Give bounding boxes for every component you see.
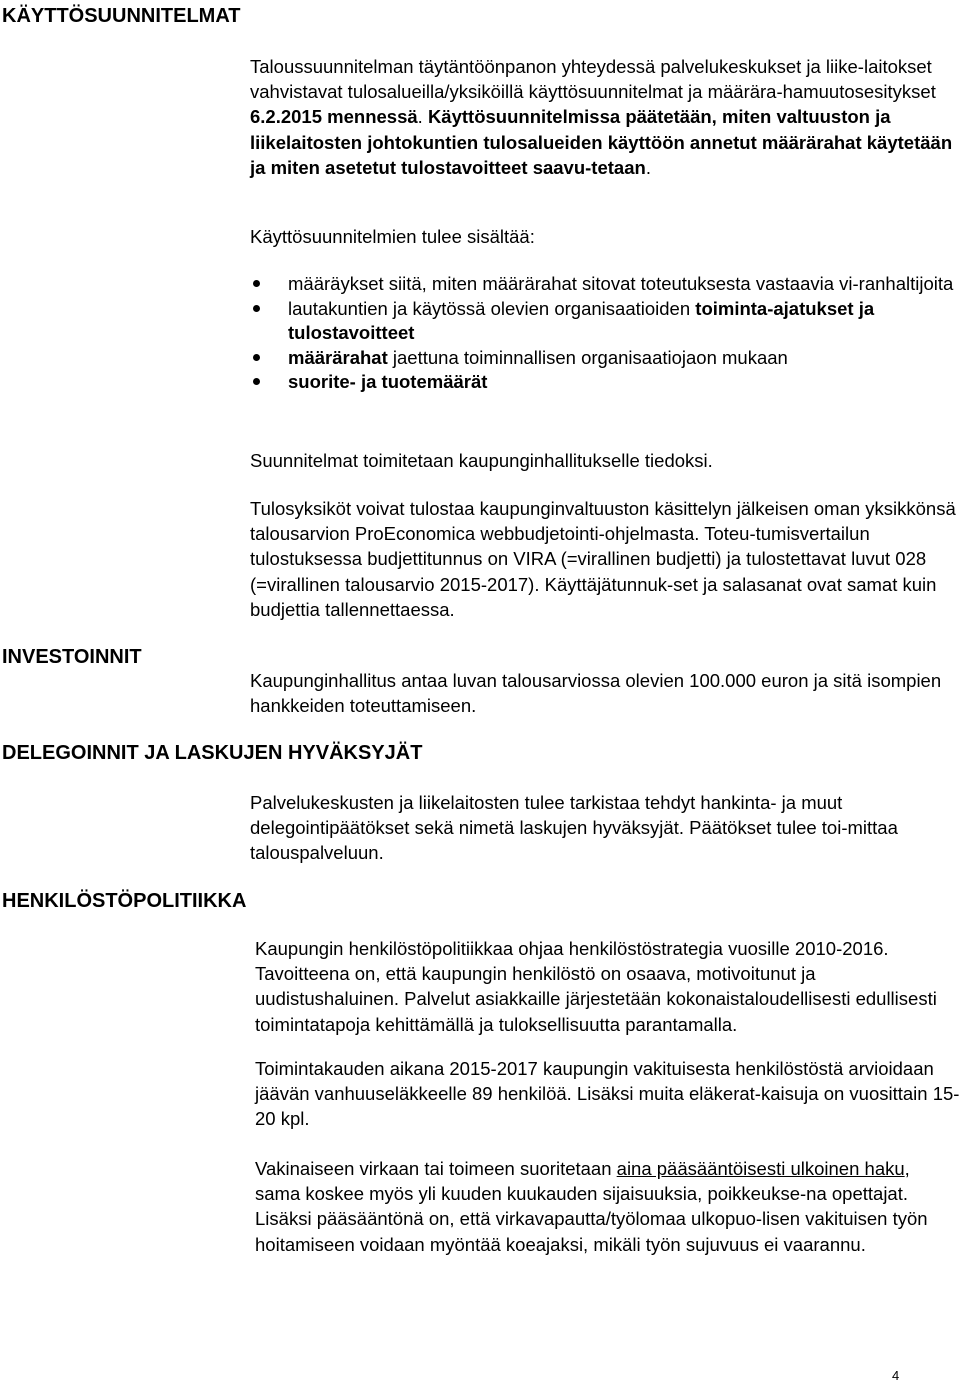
requirements-list (250, 272, 960, 395)
heading-henkilostopolitiikka: HENKILÖSTÖPOLITIIKKA (2, 890, 247, 912)
heading-investoinnit: INVESTOINNIT (2, 646, 142, 668)
para3-before: Vakinaiseen virkaan tai toimeen suoritetaan (255, 1158, 617, 1179)
bullet-icon (253, 378, 260, 385)
heading-kayttosuunnitelmat: KÄYTTÖSUUNNITELMAT (2, 5, 241, 27)
list-item (250, 272, 960, 297)
intro-plain: Taloussuunnitelman täytäntöönpanon yhteydessä palvelukeskukset ja liike-laitokset vahvistavat tulosalueilla/yksiköillä käyttösuunnitelmat ja määrära-hamuutosesitykset (250, 56, 936, 103)
intro-paragraph (250, 54, 960, 180)
heading-delegoinnit: DELEGOINNIT JA LASKUJEN HYVÄKSYJÄT (2, 742, 423, 764)
list-item-bold: määrärahat (288, 346, 388, 368)
content-label: Käyttösuunnitelmien tulee sisältää: (250, 226, 535, 247)
intro-second-end: . (645, 156, 651, 178)
list-item-plain-after: jaettuna toiminnallisen organisaatiojaon mukaan (387, 346, 788, 368)
list-item (250, 370, 960, 395)
henkilostopolitiikka-paragraph-3 (255, 1156, 960, 1257)
list-item-plain-before: määräykset siitä, miten määrärahat sitovat toteutuksesta vastaavia vi-ranhaltijoita (288, 273, 954, 294)
delegoinnit-text: Palvelukeskusten ja liikelaitosten tulee tarkistaa tehdyt hankinta- ja muut delegointipäätökset sekä nimetä laskujen hyväksyjät. Päätökset tulee toi-mittaa talouspalveluun. (250, 792, 898, 864)
intro-emphasis: Käyttösuunnitelmissa päätetään, miten valtuuston ja liikelaitosten johtokuntien tulosalueiden käyttöön annetut määrärahat käytetään ja miten asetetut tulostavoitteet saavu-tetaan (250, 106, 953, 178)
henkilostopolitiikka-paragraph-2: Toimintakauden aikana 2015-2017 kaupungin vakituisesta henkilöstöstä arvioidaan jäävän vanhuuseläkkeelle 89 henkilöä. Lisäksi muita eläkerat-kaisuja on vuosittain 15-20 kpl. (255, 1058, 960, 1130)
reporting-text: Tulosyksiköt voivat tulostaa kaupunginvaltuuston käsittelyn jälkeisen oman yksikkönsä talousarvion ProEconomica webbudjetointi-ohjelmasta. Toteu-tumisvertailun tulostuksessa budjettitunnus on VIRA (=virallinen budjetti) ja tulostettavat luvut 028 (=virallinen talousarvio 2015-2017). Käyttäjätunnuk-set ja salasanat ovat samat kuin budjettia tallennettaessa. (250, 498, 956, 620)
intro-deadline: 6.2.2015 mennessä (250, 106, 418, 128)
list-item (250, 297, 960, 346)
page-number: 4 (892, 1368, 900, 1383)
submission-text: Suunnitelmat toimitetaan kaupunginhallitukselle tiedoksi. (250, 450, 713, 471)
investoinnit-text: Kaupunginhallitus antaa luvan talousarviossa olevien 100.000 euron ja sitä isompien hankkeiden toteuttamiseen. (250, 670, 942, 717)
list-item (250, 346, 960, 371)
bullet-icon (253, 305, 260, 312)
intro-end: . (417, 106, 428, 128)
list-item-plain-before: lautakuntien ja käytössä olevien organisaatioiden (288, 297, 696, 319)
list-item-bold: toiminta-ajatukset ja tulostavoitteet (288, 297, 875, 343)
para3-underlined: aina pääsääntöisesti ulkoinen haku (616, 1158, 905, 1179)
list-item-bold: suorite- ja tuotemäärät (288, 371, 488, 392)
bullet-icon (253, 354, 260, 361)
henkilostopolitiikka-paragraph-1: Kaupungin henkilöstöpolitiikkaa ohjaa henkilöstöstrategia vuosille 2010-2016. Tavoitteena on, että kaupungin henkilöstö on osaava, motivoitunut ja uudistushaluinen. Palvelut asiakkaille järjestetään kokonaistaloudellisesti edullisesti toimintatapoja kehittämällä ja tuloksellisuutta parantamalla. (255, 938, 937, 1035)
para3-after: , sama koskee myös yli kuuden kuukauden sijaisuuksia, poikkeukse-na opettajat. Lisäksi pääsääntönä on, että virkavapautta/työlomaa ulkopuo-lisen vakituisen työn hoitamiseen voidaan myöntää koeajaksi, mikäli työn sujuvuus ei vaarannu. (255, 1158, 928, 1255)
bullet-icon (253, 280, 260, 287)
